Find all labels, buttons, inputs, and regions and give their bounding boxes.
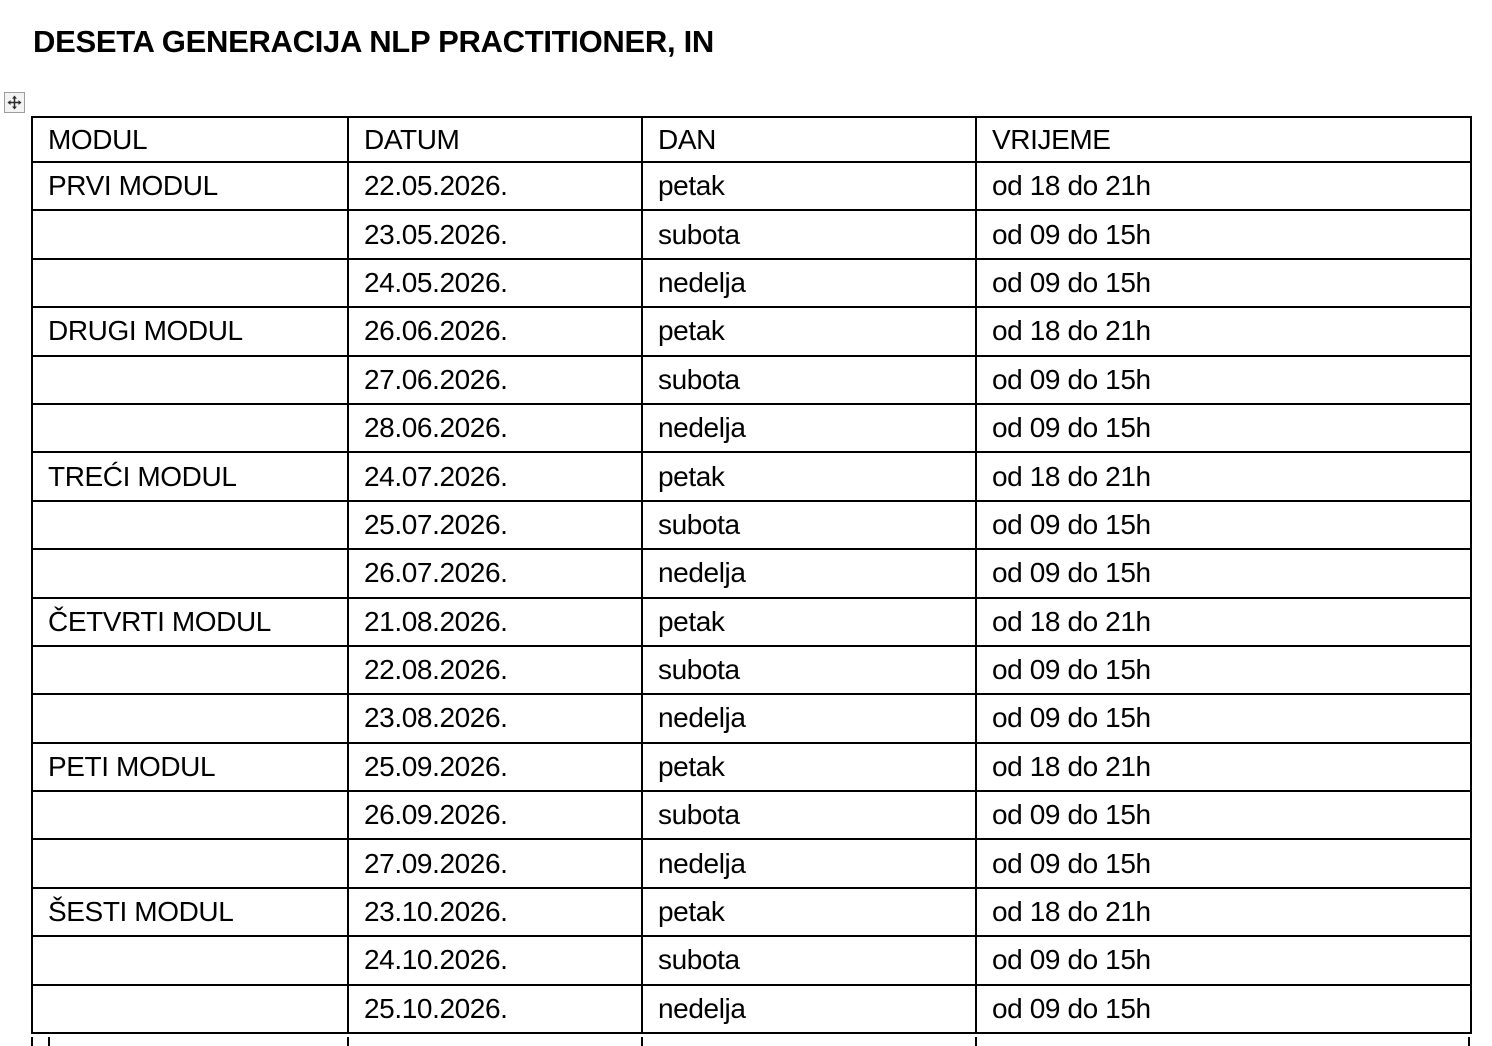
cell-vrijeme[interactable]: od 18 do 21h (976, 743, 1471, 791)
header-vrijeme[interactable]: VRIJEME (976, 117, 1471, 162)
cell-datum[interactable]: 25.09.2026. (348, 743, 642, 791)
table-row (32, 839, 1471, 887)
table-row (32, 259, 1471, 307)
cell-dan[interactable]: nedelja (642, 694, 976, 742)
cell-dan[interactable]: nedelja (642, 839, 976, 887)
cell-datum[interactable]: 26.09.2026. (348, 791, 642, 839)
cell-modul[interactable] (32, 501, 348, 549)
cell-vrijeme[interactable]: od 09 do 15h (976, 259, 1471, 307)
cell-datum[interactable]: 25.10.2026. (348, 985, 642, 1033)
cell-datum[interactable]: 26.07.2026. (348, 549, 642, 597)
cell-vrijeme[interactable]: od 18 do 21h (976, 452, 1471, 500)
cell-datum[interactable]: 25.07.2026. (348, 501, 642, 549)
partial-row-border (31, 1037, 33, 1046)
cell-dan[interactable]: nedelja (642, 404, 976, 452)
cell-datum[interactable]: 27.09.2026. (348, 839, 642, 887)
cell-modul[interactable] (32, 791, 348, 839)
cell-datum[interactable]: 23.08.2026. (348, 694, 642, 742)
table-row (32, 210, 1471, 258)
cell-modul[interactable] (32, 259, 348, 307)
cell-vrijeme[interactable]: od 18 do 21h (976, 598, 1471, 646)
cell-vrijeme[interactable]: od 09 do 15h (976, 549, 1471, 597)
partial-row-border (975, 1037, 977, 1046)
cell-dan[interactable]: petak (642, 162, 976, 210)
cell-modul[interactable] (32, 839, 348, 887)
cell-vrijeme[interactable]: od 09 do 15h (976, 501, 1471, 549)
table-row (32, 162, 1471, 210)
cell-datum[interactable]: 21.08.2026. (348, 598, 642, 646)
cell-vrijeme[interactable]: od 09 do 15h (976, 985, 1471, 1033)
table-row (32, 307, 1471, 355)
cell-datum[interactable]: 27.06.2026. (348, 356, 642, 404)
cell-modul[interactable] (32, 549, 348, 597)
table-row (32, 549, 1471, 597)
cell-modul[interactable]: PETI MODUL (32, 743, 348, 791)
partial-row-border (641, 1037, 643, 1046)
table-row (32, 743, 1471, 791)
cell-dan[interactable]: subota (642, 646, 976, 694)
cell-dan[interactable]: nedelja (642, 259, 976, 307)
cell-datum[interactable]: 28.06.2026. (348, 404, 642, 452)
schedule-table (31, 116, 1472, 1034)
cell-modul[interactable] (32, 404, 348, 452)
header-datum[interactable]: DATUM (348, 117, 642, 162)
cell-modul[interactable]: DRUGI MODUL (32, 307, 348, 355)
cell-dan[interactable]: petak (642, 307, 976, 355)
header-dan[interactable]: DAN (642, 117, 976, 162)
cell-datum[interactable]: 22.05.2026. (348, 162, 642, 210)
cell-dan[interactable]: subota (642, 936, 976, 984)
table-row (32, 791, 1471, 839)
cell-vrijeme[interactable]: od 09 do 15h (976, 839, 1471, 887)
cell-datum[interactable]: 24.07.2026. (348, 452, 642, 500)
table-header-row (32, 117, 1471, 162)
cell-vrijeme[interactable]: od 09 do 15h (976, 210, 1471, 258)
table-row (32, 404, 1471, 452)
partial-row-border (1468, 1037, 1470, 1046)
cell-dan[interactable]: petak (642, 743, 976, 791)
table-row (32, 694, 1471, 742)
next-table-row-partial (31, 1037, 1470, 1046)
cell-modul[interactable] (32, 356, 348, 404)
cell-vrijeme[interactable]: od 09 do 15h (976, 936, 1471, 984)
document-title[interactable]: DESETA GENERACIJA NLP PRACTITIONER, IN (33, 24, 714, 59)
cell-modul[interactable] (32, 985, 348, 1033)
cell-modul[interactable]: ŠESTI MODUL (32, 888, 348, 936)
cell-dan[interactable]: subota (642, 501, 976, 549)
table-row (32, 356, 1471, 404)
cell-datum[interactable]: 23.10.2026. (348, 888, 642, 936)
table-row (32, 452, 1471, 500)
partial-row-border (48, 1037, 50, 1046)
partial-row-border (347, 1037, 349, 1046)
cell-dan[interactable]: petak (642, 598, 976, 646)
cell-datum[interactable]: 26.06.2026. (348, 307, 642, 355)
cell-dan[interactable]: subota (642, 210, 976, 258)
table-move-handle[interactable] (4, 92, 25, 113)
cell-modul[interactable]: PRVI MODUL (32, 162, 348, 210)
cell-dan[interactable]: nedelja (642, 985, 976, 1033)
cell-datum[interactable]: 23.05.2026. (348, 210, 642, 258)
cell-datum[interactable]: 24.05.2026. (348, 259, 642, 307)
cell-vrijeme[interactable]: od 18 do 21h (976, 888, 1471, 936)
cell-vrijeme[interactable]: od 09 do 15h (976, 404, 1471, 452)
cell-vrijeme[interactable]: od 18 do 21h (976, 162, 1471, 210)
table-row (32, 936, 1471, 984)
cell-modul[interactable] (32, 646, 348, 694)
cell-dan[interactable]: nedelja (642, 549, 976, 597)
table-row (32, 501, 1471, 549)
cell-datum[interactable]: 24.10.2026. (348, 936, 642, 984)
cell-vrijeme[interactable]: od 09 do 15h (976, 694, 1471, 742)
cell-modul[interactable]: TREĆI MODUL (32, 452, 348, 500)
move-icon (7, 95, 22, 110)
cell-vrijeme[interactable]: od 18 do 21h (976, 307, 1471, 355)
header-modul[interactable]: MODUL (32, 117, 348, 162)
cell-modul[interactable]: ČETVRTI MODUL (32, 598, 348, 646)
table-row (32, 888, 1471, 936)
cell-dan[interactable]: petak (642, 452, 976, 500)
cell-modul[interactable] (32, 210, 348, 258)
table-row (32, 985, 1471, 1033)
cell-dan[interactable]: petak (642, 888, 976, 936)
cell-dan[interactable]: subota (642, 791, 976, 839)
table-row (32, 646, 1471, 694)
cell-modul[interactable] (32, 694, 348, 742)
cell-datum[interactable]: 22.08.2026. (348, 646, 642, 694)
cell-vrijeme[interactable]: od 09 do 15h (976, 791, 1471, 839)
cell-modul[interactable] (32, 936, 348, 984)
cell-vrijeme[interactable]: od 09 do 15h (976, 646, 1471, 694)
cell-dan[interactable]: subota (642, 356, 976, 404)
cell-vrijeme[interactable]: od 09 do 15h (976, 356, 1471, 404)
table-row (32, 598, 1471, 646)
